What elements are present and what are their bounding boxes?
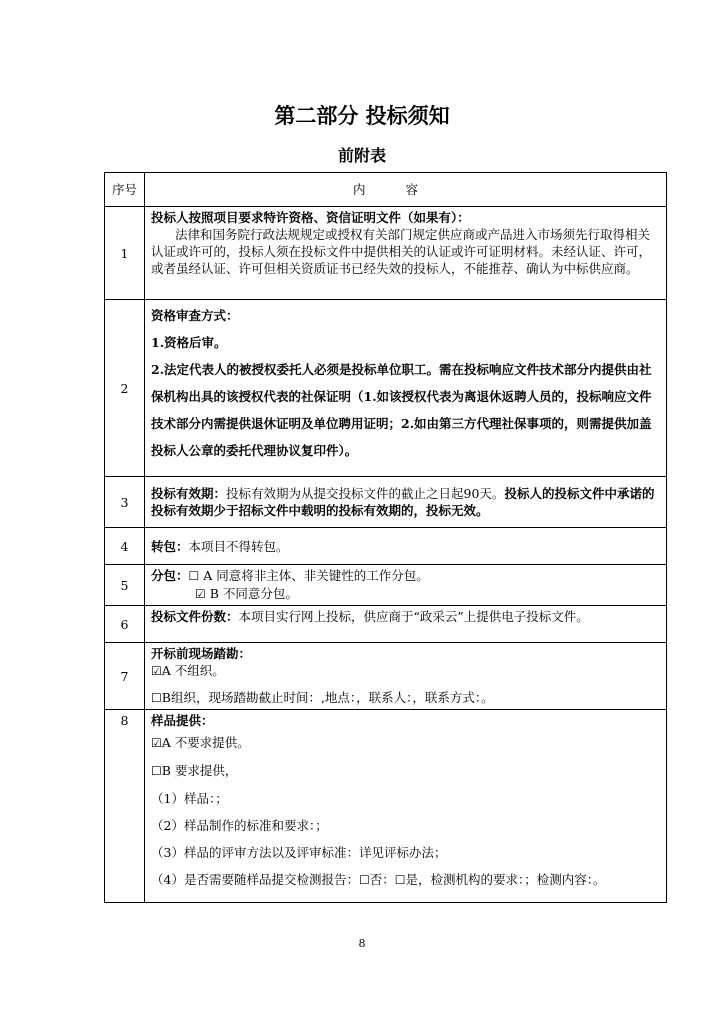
option-a: A 不组织。 (161, 663, 225, 678)
row-heading: 样品提供： (151, 713, 214, 728)
header-content: 内容 (145, 173, 667, 207)
row-text-bold: 投标人的投标文件中承诺的投标有效期少于招标文件中载明的投标有效期的，投标无效。 (151, 486, 655, 518)
table-row (105, 207, 667, 300)
row-text: 1.资格后审。 (151, 335, 227, 350)
checkbox-a[interactable]: ☐ (188, 569, 200, 583)
page-title: 第二部分 投标须知 (274, 104, 450, 128)
row-num: 7 (105, 643, 145, 710)
table-row (105, 710, 667, 903)
row-content (145, 710, 667, 903)
option-a: A 同意将非主体、非关键性的工作分包。 (199, 568, 429, 583)
row-num: 8 (105, 710, 145, 903)
row-heading: 投标有效期： (151, 486, 227, 501)
checkbox-a[interactable]: ☑ (151, 664, 162, 678)
row-heading: 开标前现场踏勘： (151, 646, 252, 661)
option-no: 否： (369, 872, 395, 887)
header-num: 序号 (105, 173, 145, 207)
table-title: 前附表 (337, 146, 386, 165)
table-row (105, 300, 667, 477)
sample-item-1: （1）样品：； (151, 791, 228, 806)
row-heading: 资格审查方式： (151, 308, 239, 323)
row-text: 法律和国务院行政法规规定或授权有关部门规定供应商或产品进入市场须先行取得相关认证或许可的，投标人须在投标文件中提供相关的认证或许可证明材料。未经认证、许可，或者虽经认证、许可但相关资质证书已经失效的投标人，不能推荐、确认为中标供应商。 (151, 227, 652, 276)
row-content (145, 207, 667, 300)
instruction-table (104, 172, 667, 903)
row-heading: 分包： (151, 568, 189, 583)
checkbox-yes[interactable]: ☐ (394, 873, 406, 887)
row-content (145, 643, 667, 710)
checkbox-no[interactable]: ☐ (358, 873, 370, 887)
sample-item-3: （3）样品的评审方法以及评审标准：详见评标办法； (151, 845, 447, 860)
row-heading: 投标文件份数： (151, 609, 239, 624)
checkbox-b[interactable]: ☑ (195, 587, 206, 601)
row-text: 本项目实行网上投标，供应商于“政采云”上提供电子投标文件。 (238, 609, 589, 624)
table-row (105, 606, 667, 643)
sample-item-4: （4）是否需要随样品提交检测报告： (151, 872, 359, 887)
row-content (145, 528, 667, 565)
sample-item-2: （2）样品制作的标准和要求：； (151, 818, 328, 833)
row-num: 2 (105, 300, 145, 477)
row-text: 投标有效期为从提交投标文件的截止之日起90天。 (226, 486, 505, 501)
option-yes: 是，检测机构的要求：；检测内容：。 (405, 872, 606, 887)
row-num: 1 (105, 207, 145, 300)
row-num: 5 (105, 565, 145, 606)
table-row (105, 477, 667, 528)
row-content (145, 477, 667, 528)
row-heading: 转包： (151, 538, 189, 554)
row-content (145, 565, 667, 606)
row-content (145, 606, 667, 643)
row-num: 3 (105, 477, 145, 528)
option-b: B 要求提供， (161, 763, 238, 778)
table-row (105, 643, 667, 710)
row-content (145, 300, 667, 477)
table-row (105, 565, 667, 606)
table-row (105, 528, 667, 565)
option-a: A 不要求提供。 (161, 735, 250, 750)
checkbox-a[interactable]: ☑ (151, 736, 162, 750)
table-header (105, 173, 667, 207)
row-num: 6 (105, 606, 145, 643)
option-b: B 不同意分包。 (205, 586, 298, 601)
row-num: 4 (105, 528, 145, 565)
row-heading: 投标人按照项目要求特许资格、资信证明文件（如果有）： (151, 210, 470, 225)
checkbox-b[interactable]: ☐ (151, 691, 162, 705)
page-number: 8 (358, 937, 366, 950)
row-text: 本项目不得转包。 (188, 538, 289, 554)
row-text: 2.法定代表人的被授权委托人必须是投标单位职工。需在投标响应文件技术部分内提供由社保机构出具的该授权代表的社保证明（1.如该授权代表为离退休返聘人员的，投标响应文件技术部分内需提供退休证明及单位聘用证明；2.如由第三方代理社保事项的，则需提供加盖投标人公章的委托代理协议复印件）。 (151, 362, 652, 458)
option-b: B组织，现场踏勘截止时间：,地点：，联系人：，联系方式：。 (161, 690, 494, 705)
checkbox-b[interactable]: ☐ (151, 764, 162, 778)
